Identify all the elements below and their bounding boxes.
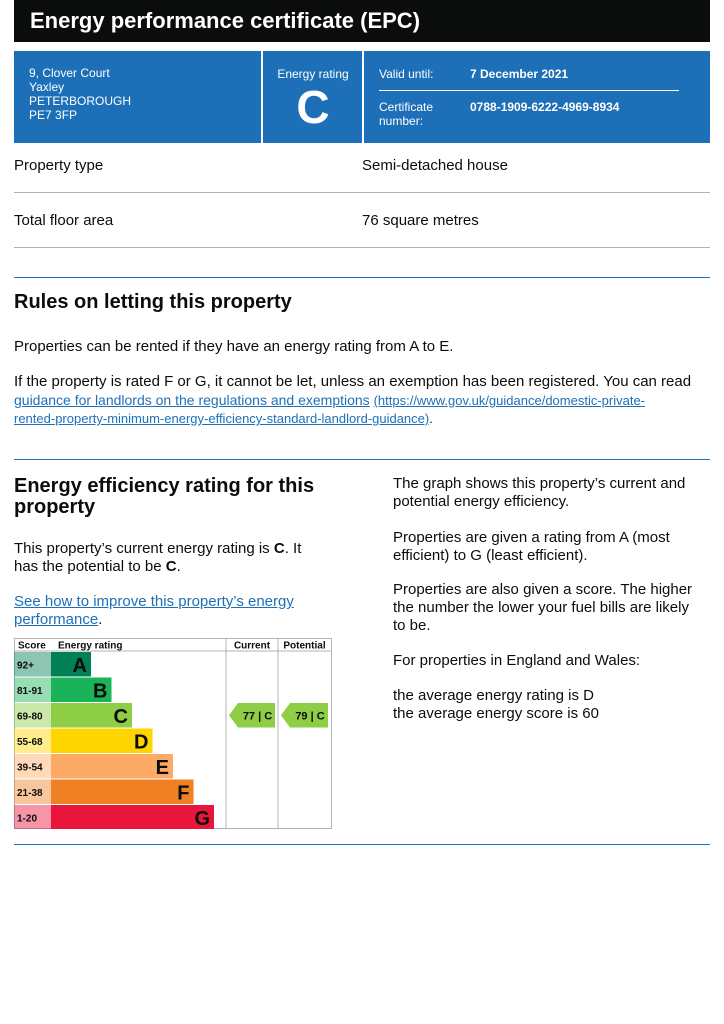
score-paragraph [393, 581, 703, 635]
band-d-range: 55-68 [17, 736, 43, 748]
improve-performance-link-continued[interactable]: performance [14, 611, 99, 628]
header-rule [379, 90, 679, 91]
valid-until-value: 7 December 2021 [470, 67, 569, 81]
explanation-line: Properties are given a rating from A (most [393, 529, 670, 546]
band-f-letter: F [177, 782, 190, 805]
explanation-line: the number the lower your fuel bills are likely [393, 599, 689, 616]
efficiency-text: . [176, 558, 181, 575]
page-title: Energy performance certificate (EPC) [14, 0, 710, 42]
address-line: PE7 3FP [29, 108, 78, 122]
energy-rating-header: Energy rating [58, 640, 123, 652]
letting-paragraph-1: Properties can be rented if they have an energy rating from A to E. [14, 338, 454, 355]
section-divider [14, 844, 710, 845]
potential-letter-text: C [165, 558, 177, 575]
section-divider [14, 277, 710, 278]
property-type-value: Semi-detached house [362, 157, 508, 174]
band-e-range: 39-54 [17, 762, 43, 774]
letting-paragraph-2 [14, 373, 714, 428]
improve-period: . [98, 611, 103, 628]
floor-area-label: Total floor area [14, 212, 114, 229]
letting-guidance-line [14, 391, 714, 410]
explanation-line: The graph shows this property’s current and [393, 475, 686, 492]
certificate-header [14, 51, 710, 143]
address-block [29, 66, 131, 122]
certificate-number-value: 0788-1909-6222-4969-8934 [470, 100, 620, 114]
certificate-number-label [379, 100, 433, 128]
address-line: PETERBOROUGH [29, 94, 132, 108]
rating-range-paragraph [393, 529, 703, 565]
band-c-range: 69-80 [17, 711, 43, 723]
landlord-guidance-url-link-continued[interactable]: rented-property-minimum-energy-efficiency-standard-landlord-guidance) [14, 411, 430, 426]
score-header: Score [18, 640, 46, 652]
average-rating-text: the average energy rating is D [393, 687, 594, 704]
certificate-label-line: number: [379, 114, 424, 128]
letting-url-line [14, 410, 714, 428]
potential-header: Potential [283, 640, 326, 652]
efficiency-heading-line: property [14, 496, 96, 518]
efficiency-heading [14, 476, 354, 518]
header-divider [261, 51, 263, 143]
average-paragraph [393, 687, 703, 723]
improve-link-paragraph [14, 593, 354, 629]
landlord-guidance-url-link[interactable]: (https://www.gov.uk/guidance/domestic-private- [373, 393, 646, 408]
energy-rating-chart [14, 638, 332, 829]
floor-area-value: 76 square metres [362, 212, 479, 229]
average-score-text: the average energy score is 60 [393, 705, 599, 722]
current-header: Current [233, 640, 271, 652]
section-divider [14, 459, 710, 460]
band-a-letter: A [72, 654, 87, 677]
band-c-letter: C [113, 705, 128, 728]
efficiency-current-paragraph [14, 540, 354, 576]
efficiency-text: has the potential to be [14, 558, 166, 575]
band-a-range: 92+ [17, 660, 34, 672]
energy-rating-letter: C [296, 81, 330, 133]
valid-until-label: Valid until: [379, 67, 434, 81]
letting-period: . [429, 411, 433, 426]
explanation-line: efficient) to G (least efficient). [393, 547, 588, 564]
current-letter-text: C [273, 540, 285, 557]
band-g-letter: G [194, 807, 210, 829]
region-paragraph: For properties in England and Wales: [393, 652, 641, 669]
address-line: Yaxley [29, 80, 65, 94]
band-e-letter: E [155, 756, 169, 779]
efficiency-line [14, 558, 354, 576]
band-f-range: 21-38 [17, 787, 43, 799]
band-f-bar [51, 780, 194, 805]
certificate-label-line: Certificate [379, 100, 434, 114]
band-b-letter: B [93, 680, 108, 703]
band-g-range: 1-20 [17, 813, 38, 825]
band-b-range: 81-91 [17, 685, 43, 697]
explanation-line: potential energy efficiency. [393, 493, 570, 510]
current-score-label: 77 | C [242, 710, 273, 723]
header-divider [362, 51, 364, 143]
row-divider [14, 192, 710, 193]
address-line: 9, Clover Court [29, 66, 110, 80]
efficiency-text: This property’s current energy rating is [14, 540, 274, 557]
letting-text: If the property is rated F or G, it cannot be let, unless an exemption has been registered. You can read [14, 373, 692, 390]
efficiency-heading-line: Energy efficiency rating for this [14, 475, 315, 497]
graph-explanation-paragraph [393, 475, 703, 511]
explanation-line: to be. [393, 617, 431, 634]
improve-performance-link[interactable]: See how to improve this property’s energy [14, 593, 294, 610]
band-g-bar [51, 805, 214, 829]
potential-score-label: 79 | C [295, 710, 325, 723]
landlord-guidance-link[interactable]: guidance for landlords on the regulations and exemptions [14, 392, 370, 408]
band-d-letter: D [134, 731, 149, 754]
efficiency-line [14, 540, 354, 558]
row-divider [14, 247, 710, 248]
letting-heading: Rules on letting this property [14, 291, 292, 313]
property-type-label: Property type [14, 157, 104, 174]
energy-rating-label: Energy rating [277, 67, 349, 81]
explanation-line: Properties are also given a score. The higher [393, 581, 693, 598]
efficiency-text: . It [284, 540, 302, 557]
